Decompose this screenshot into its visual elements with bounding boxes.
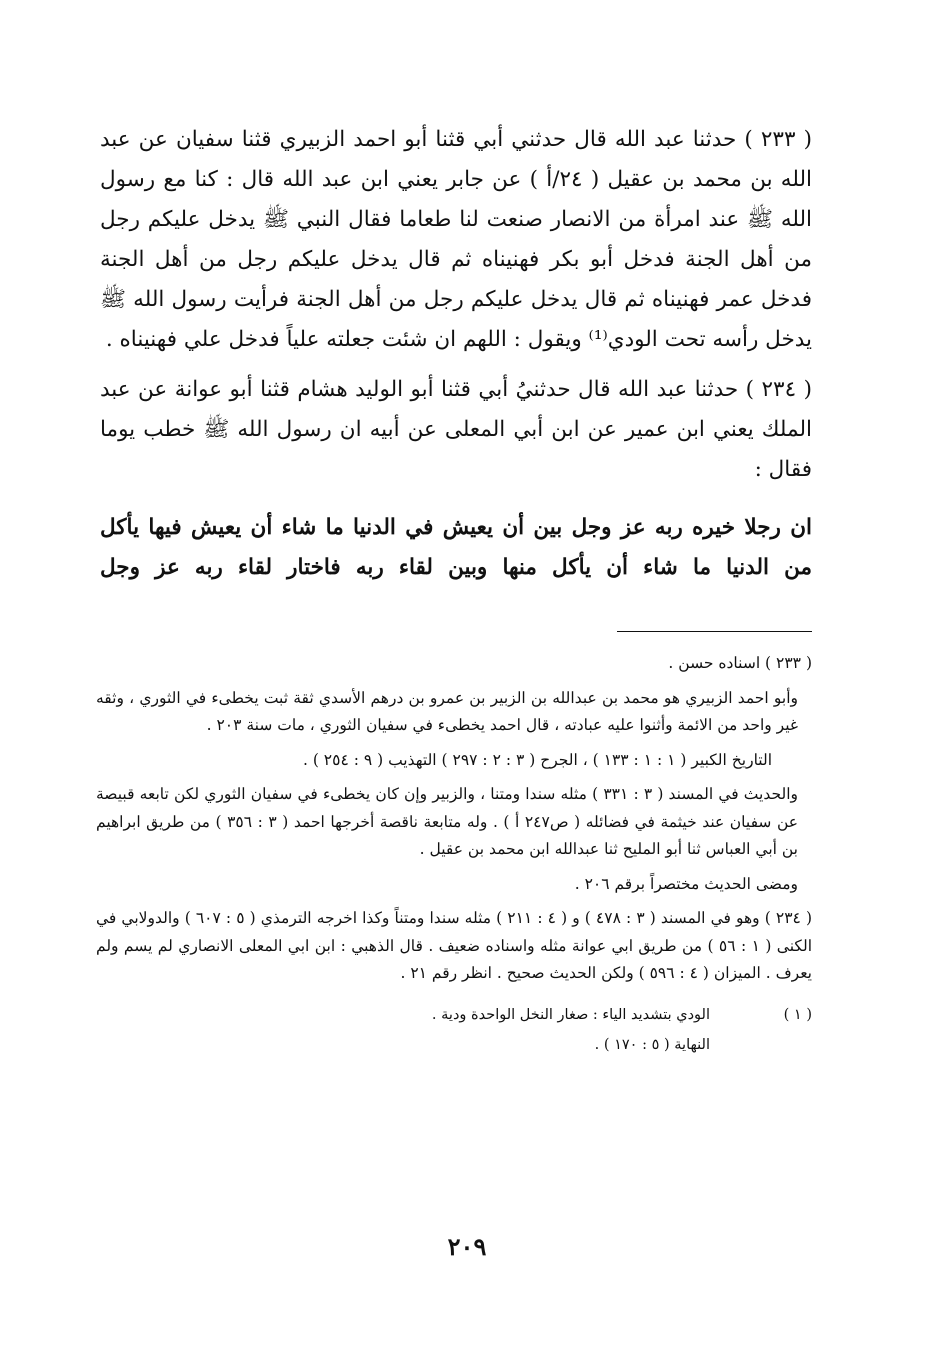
footnote-233-previous: ومضى الحديث مختصراً برقم ٢٠٦ . [574,874,798,893]
footnote-1-line-1: الودي بتشديد الياء : صغار النخل الواحدة ودية . [431,1006,710,1023]
footnote-1 [96,1000,812,1060]
footnote-1-body [96,1000,750,1060]
footnote-233-musnad: والحديث في المسند ( ٣ : ٣٣١ ) مثله سندا ومتنا ، والزبير وإن كان يخطىء في سفيان الثوري لكن تابعه قبيصة عن سفيان عند خيثمة في فضائله ( ص٢٤٧ أ ) . وله متابعة ناقصة أخرجها احمد ( ٣ : ٣٥٦ ) من طريق ابراهيم بن أبي العباس ثنا أبو المليح ثنا عبدالله ابن محمد بن عقيل . [96,785,798,858]
hadith-234-paragraph: ( ٢٣٤ ) حدثنا عبد الله قال حدثنيُ أبي قثنا أبو الوليد هشام قثنا أبو عوانة عن عبد الملك يعني ابن عمير عن ابن أبي المعلى عن أبيه ان رسول الله ﷺ خطب يوما فقال : [100,377,812,482]
footnote-1-marker: ( ١ ) [783,1006,812,1023]
footnote-233-narrator: وأبو احمد الزبيري هو محمد بن عبدالله بن الزبير بن عمرو بن درهم الأسدي ثقة ثبت يخطىء في الثوري ، وثقه غير واحد من الائمة وأثنوا عليه عبادته ، قال احمد يخطىء في سفيان الثوري ، مات سنة ٢٠٣ . [96,688,798,734]
footnote-separator [617,631,812,632]
hadith-233-paragraph: ( ٢٣٣ ) حدثنا عبد الله قال حدثني أبي قثنا أبو احمد الزبيري قثنا سفيان عن عبد الله بن محمد بن عقيل ( ٢٤/أ ) عن جابر يعني ابن عبد الله قال : كنا مع رسول الله ﷺ عند امرأة من الانصار صنعت لنا طعاما فقال النبي ﷺ يدخل عليكم رجل من أهل الجنة فدخل أبو بكر فهنيناه ثم قال يدخل عليكم رجل من أهل الجنة فدخل عمر فهنيناه ثم قال يدخل عليكم رجل من أهل الجنة فرأيت رسول الله ﷺ يدخل رأسه تحت الودي⁽¹⁾ ويقول : اللهم ان شئت جعلته علياً فدخل علي فهنيناه . [100,127,812,352]
footnote-233-grade: ( ٢٣٣ ) اسناده حسن . [668,654,812,672]
footnote-234: ( ٢٣٤ ) وهو في المسند ( ٣ : ٤٧٨ ) و ( ٤ : ٢١١ ) مثله سندا ومتناً وكذا اخرجه الترمذي ( ٥ : ٦٠٧ ) والدولابي في الكنى ( ١ : ٥٦ ) من طريق ابي عوانة مثله واسناده ضعيف . قال الذهبي : ابن ابي المعلى الانصاري لم يسم ولم يعرف . الميزان ( ٤ : ٥٩٦ ) ولكن الحديث صحيح . انظر رقم ٢١ . [96,909,812,982]
hadith-234-quote: ان رجلا خيره ربه عز وجل بين أن يعيش في الدنيا ما شاء أن يعيش فيها يأكل من الدنيا ما شاء أن يأكل منها وبين لقاء ربه فاختار لقاء ربه عز وجل [100,515,812,580]
main-text [100,120,812,588]
footnote-1-line-2: النهاية ( ٥ : ١٧٠ ) . [594,1036,710,1053]
footnotes-section [96,650,812,1060]
footnote-233-references: التاريخ الكبير ( ١ : ١ : ١٣٣ ) ، الجرح ( ٣ : ٢ : ٢٩٧ ) التهذيب ( ٩ : ٢٥٤ ) . [302,750,772,769]
page-number: ٢٠٩ [447,1232,487,1261]
